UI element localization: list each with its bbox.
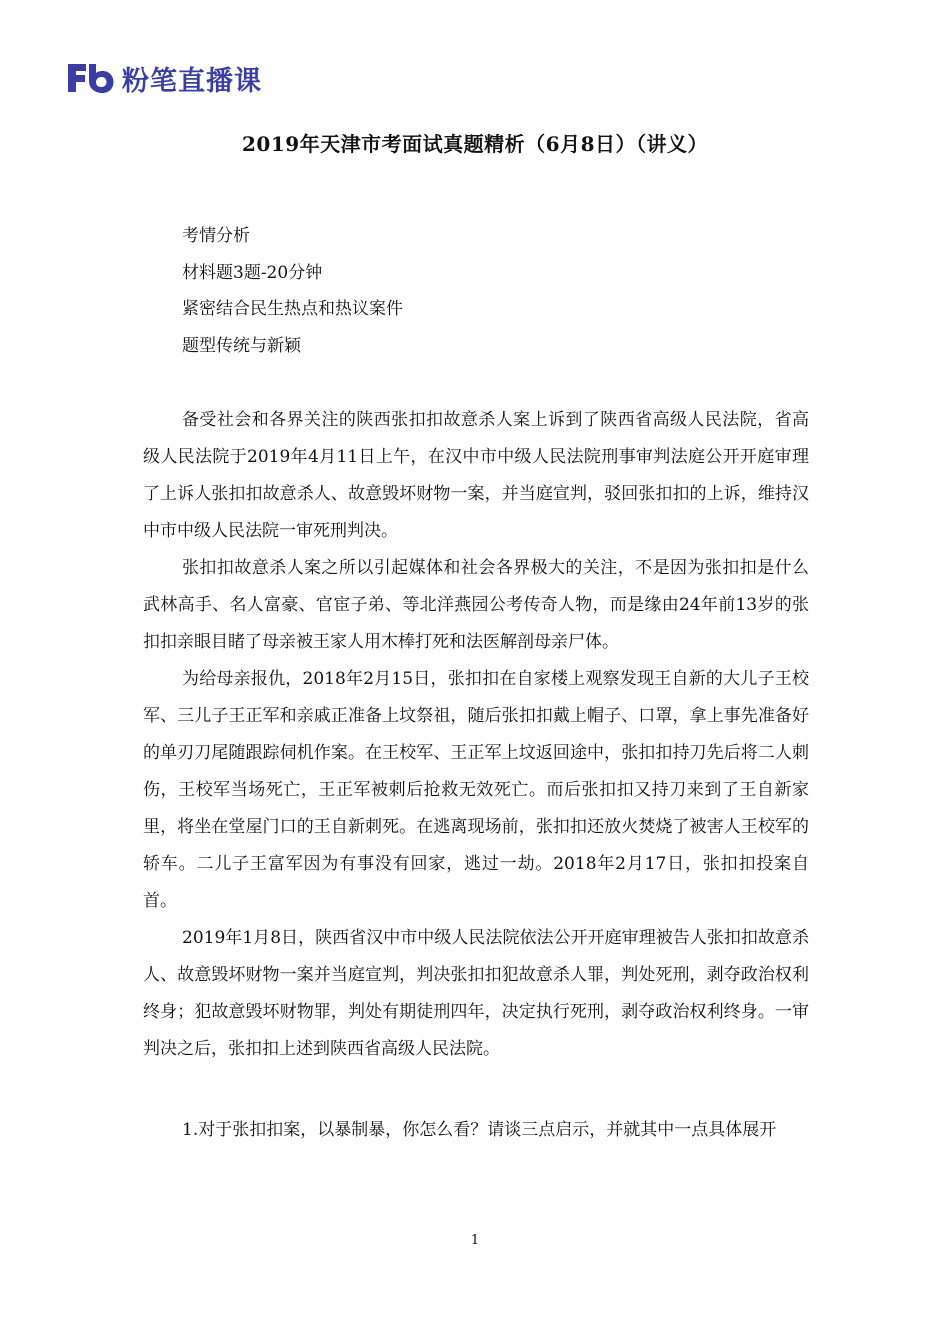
intro-item: 考情分析 xyxy=(182,226,250,246)
brand-logo xyxy=(66,58,262,98)
question-1: 1.对于张扣扣案，以暴制暴，你怎么看？请谈三点启示，并就其中一点具体展开 xyxy=(182,1120,777,1140)
intro-item: 材料题3题-20分钟 xyxy=(182,262,323,283)
paragraph: 备受社会和各界关注的陕西张扣扣故意杀人案上诉到了陕西省高级人民法院，省高级人民法院于2019年4月11日上午，在汉中市中级人民法院刑事审判法庭公开开庭审理了上诉人张扣扣故意杀人、故意毁坏财物一案，并当庭宣判，驳回张扣扣的上诉，维持汉中市中级人民法院一审死刑判决。 xyxy=(143,410,809,541)
fb-logo-icon xyxy=(66,61,116,95)
paragraph: 张扣扣故意杀人案之所以引起媒体和社会各界极大的关注，不是因为张扣扣是什么武林高手、名人富豪、官宦子弟、等北洋燕园公考传奇人物，而是缘由24年前13岁的张扣扣亲眼目睹了母亲被王家人用木棒打死和法医解剖母亲尸体。 xyxy=(143,558,809,652)
paragraph: 2019年1月8日，陕西省汉中市中级人民法院依法公开开庭审理被告人张扣扣故意杀人、故意毁坏财物一案并当庭宣判，判决张扣扣犯故意杀人罪，判处死刑，剥夺政治权利终身；犯故意毁坏财物罪，判处有期徒刑四年，决定执行死刑，剥夺政治权利终身。一审判决之后，张扣扣上述到陕西省高级人民法院。 xyxy=(143,928,809,1059)
document-title: 2019年天津市考面试真题精析（6月8日）（讲义） xyxy=(242,132,708,156)
intro-item: 题型传统与新颖 xyxy=(182,335,301,356)
paragraph: 为给母亲报仇，2018年2月15日，张扣扣在自家楼上观察发现王自新的大儿子王校军、三儿子王正军和亲戚正准备上坟祭祖，随后张扣扣戴上帽子、口罩，拿上事先准备好的单刃刀尾随跟踪伺机作案。在王校军、王正军上坟返回途中，张扣扣持刀先后将二人刺伤，王校军当场死亡，王正军被刺后抢救无效死亡。而后张扣扣又持刀来到了王自新家里，将坐在堂屋门口的王自新刺死。在逃离现场前，张扣扣还放火焚烧了被害人王校军的轿车。二儿子王富军因为有事没有回家，逃过一劫。2018年2月17日，张扣扣投案自首。 xyxy=(143,669,809,911)
page-number: 1 xyxy=(470,1233,480,1248)
case-material xyxy=(143,402,809,1068)
intro-item: 紧密结合民生热点和热议案件 xyxy=(182,299,403,319)
intro-list xyxy=(182,218,403,364)
brand-name: 粉笔直播课 xyxy=(122,65,262,97)
